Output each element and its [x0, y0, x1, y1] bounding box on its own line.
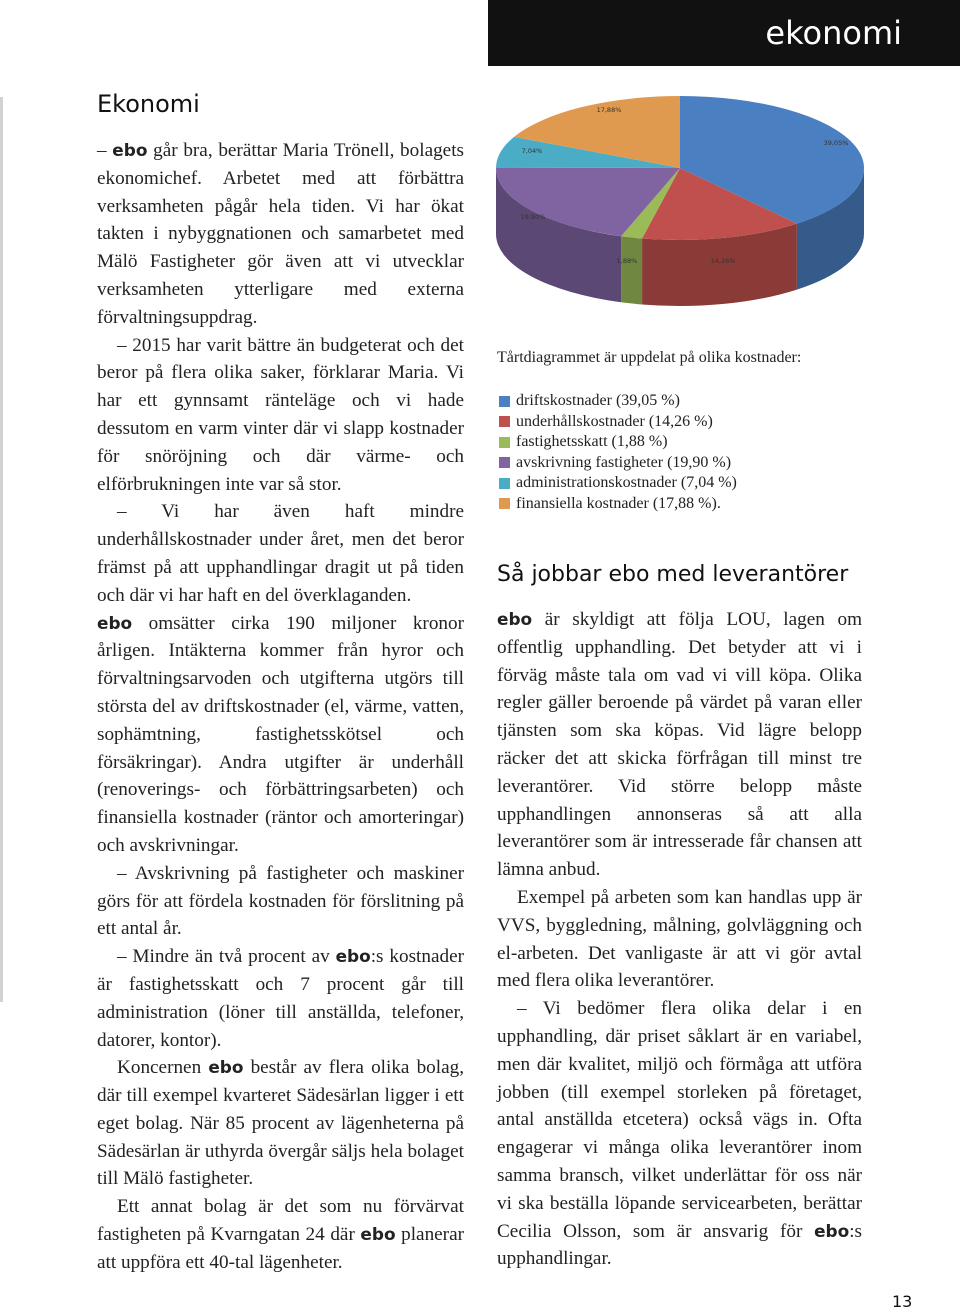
legend-label: finansiella kostnader (17,88 %).	[516, 494, 721, 512]
paragraph: – 2015 har varit bättre än budgeterat och det beror på flera olika saker, förklarar Maria. Vi har ett gynnsamt ränteläge och vi hade dessutom en varm vinter där vi slapp kostnader för snöröjning och där värme- och elförbrukningen inte var så stor.	[97, 334, 464, 495]
legend-item	[499, 453, 899, 474]
text: Koncernen	[117, 1057, 209, 1079]
paragraph	[497, 606, 862, 884]
paragraph	[97, 1054, 464, 1193]
legend-label: avskrivning fastigheter (19,90 %)	[516, 453, 732, 471]
brand-name: ebo	[335, 946, 371, 967]
paragraph: – Avskrivning på fastigheter och maskiner görs för att fördela kostnaden för förslitning på ett antal år.	[97, 862, 464, 940]
legend-item	[499, 391, 899, 412]
legend-swatch	[499, 437, 510, 448]
text: är skyldigt att följa LOU, lagen om offentlig upphandling. Det betyder att vi i förväg måste tala om vad vi vill köpa. Olika regler gäller beroende på värdet på varan eller tjänsten som ska köpas. Vid lägre belopp räcker det att skicka förfrågan till minst tre leverantörer. Vid större belopp måste upphandlingen annonseras så att alla leverantörer som är intresserade får chansen att lämna anbud.	[497, 609, 862, 881]
pie-value-label: 14,26%	[710, 257, 736, 265]
text: planerar att uppföra ett 40-tal lägenheter.	[97, 1224, 464, 1273]
paragraph: – Vi har även haft mindre underhållskostnader under året, men det beror främst på att upphandlingar dragit ut på tiden och där vi har haft en del överklaganden.	[97, 501, 464, 606]
pie-chart-svg	[496, 96, 870, 314]
brand-name: ebo	[814, 1220, 850, 1241]
paragraph	[497, 995, 862, 1273]
text: omsätter cirka 190 miljoner kronor årligen. Intäkterna kommer från hyror och förvaltningsarvoden och utgifterna utgörs till största del av driftskostnader (el, värme, vatten, sophämtning, fastighetsskötsel och försäkringar). Andra utgifter är underhåll (renoverings- och förbättringsarbeten) och finansiella kostnader (räntor och amorteringar) och avskrivningar.	[97, 612, 464, 856]
right-column	[497, 606, 862, 1273]
legend-swatch	[499, 478, 510, 489]
chart-legend	[499, 391, 899, 514]
legend-swatch	[499, 396, 510, 407]
section-header-bar	[488, 0, 960, 66]
legend-item	[499, 412, 899, 433]
subsection-title: Så jobbar ebo med leverantörer	[497, 562, 849, 587]
brand-name: ebo	[208, 1057, 244, 1078]
left-column	[97, 137, 464, 1277]
legend-swatch	[499, 416, 510, 427]
paragraph	[97, 137, 464, 332]
paragraph: Exempel på arbeten som kan handlas upp är VVS, byggledning, målning, golvläggning och el-arbeten. Det vanligaste är att vi gör avtal med flera olika leverantörer.	[497, 886, 862, 992]
pie-slice-side	[621, 236, 642, 304]
legend-item	[499, 432, 899, 453]
legend-swatch	[499, 498, 510, 509]
paragraph	[97, 1193, 464, 1276]
text: – Mindre än två procent av	[117, 946, 336, 968]
header-label: ekonomi	[765, 14, 902, 52]
text: :s upphandlingar.	[497, 1220, 862, 1270]
paragraph	[97, 943, 464, 1054]
text: Ett annat bolag är det som nu förvärvat fastigheten på Kvarngatan 24 där	[97, 1196, 464, 1246]
text: – Vi bedömer flera olika delar i en upphandling, där priset såklart är en variabel, men där kvalitet, miljö och förmåga att utföra jobben (till exempel storleken på företaget, antal anställda etcetera) också vägs in. Ofta engagerar vi många olika leverantörer inom samma bransch, vilket underlättar för oss när vi ska beställa löpande servicearbeten, berättar Cecilia Olsson, som är ansvarig för	[497, 998, 862, 1242]
page-number: 13	[892, 1292, 913, 1311]
legend-swatch	[499, 457, 510, 468]
text: går bra, berättar Maria Trönell, bolagets ekonomichef. Arbetet med att förbättra verksamheten pågår hela tiden. Vi har ökat takten i nybyggnationen och samarbetet med Mälö Fastigheter gör även att vi utvecklar verksamheten ytterligare med externa förvaltningsuppdrag.	[97, 140, 465, 328]
paragraph	[97, 610, 464, 860]
pie-value-label: 39,05%	[823, 139, 849, 147]
brand-name: ebo	[497, 609, 533, 629]
pie-top-group	[496, 96, 864, 240]
brand-name: ebo	[97, 612, 133, 633]
legend-label: administrationskostnader (7,04 %)	[516, 474, 737, 491]
section-title: Ekonomi	[97, 90, 200, 118]
pie-chart	[496, 96, 870, 314]
legend-item	[499, 473, 899, 494]
pie-value-label: 17,88%	[596, 106, 622, 114]
pie-value-label: 7,04%	[521, 147, 543, 155]
text: –	[97, 140, 113, 161]
left-margin-rule	[0, 97, 3, 1002]
legend-label: underhållskostnader (14,26 %)	[516, 412, 713, 430]
chart-caption: Tårtdiagrammet är uppdelat på olika kostnader:	[497, 349, 802, 366]
legend-label: driftskostnader (39,05 %)	[516, 392, 680, 409]
brand-name: ebo	[112, 140, 148, 160]
text: består av flera olika bolag, där till exempel kvarteret Sädesärlan ligger i ett eget bolag. När 85 procent av lägenheterna på Sädesärlan är uthyrda övergår säljs hela bolaget till Mälö fastigheter.	[97, 1057, 464, 1190]
text: :s kostnader är fastighetsskatt och 7 procent går till administration (löner till anställda, telefoner, datorer, kontor).	[97, 946, 464, 1051]
legend-label: fastighetsskatt (1,88 %)	[516, 433, 668, 450]
pie-value-label: 19,90%	[520, 213, 546, 221]
legend-item	[499, 494, 899, 515]
brand-name: ebo	[360, 1224, 396, 1245]
pie-value-label: 1,88%	[616, 257, 638, 265]
